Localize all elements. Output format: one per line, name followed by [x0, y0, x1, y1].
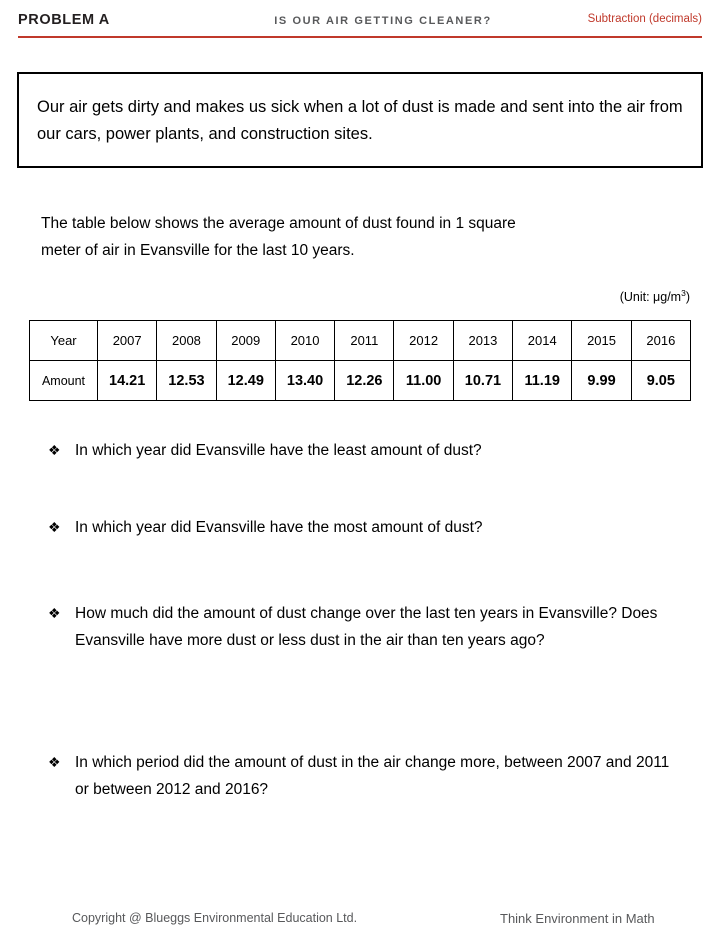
unit-note-exponent: 3 [681, 288, 686, 298]
table-cell-amount: 12.49 [216, 361, 275, 401]
topic-label: Subtraction (decimals) [587, 13, 702, 25]
header-divider [18, 36, 702, 38]
table-cell-amount: 13.40 [275, 361, 334, 401]
footer-tagline: Think Environment in Math [500, 911, 655, 926]
table-row-amounts [30, 361, 691, 401]
intro-text: Our air gets dirty and makes us sick when a lot of dust is made and sent into the air from our cars, power plants, and construction sites. [37, 98, 683, 143]
question-text: In which year did Evansville have the least amount of dust? [75, 442, 482, 459]
intro-box [17, 72, 703, 168]
table-cell-year: 2013 [453, 321, 512, 361]
table-cell-year: 2008 [157, 321, 216, 361]
diamond-bullet-icon: ❖ [48, 605, 61, 621]
lead-line-2: meter of air in Evansville for the last 10 years. [41, 242, 355, 259]
table-cell-year: 2007 [98, 321, 157, 361]
table-cell-amount: 11.19 [513, 361, 572, 401]
table-cell-amount: 14.21 [98, 361, 157, 401]
question-text: In which year did Evansville have the most amount of dust? [75, 519, 483, 536]
unit-note [620, 288, 690, 304]
unit-note-suffix: ) [685, 290, 690, 305]
table-row-years [30, 321, 691, 361]
diamond-bullet-icon: ❖ [48, 442, 61, 458]
table-cell-amount: 10.71 [453, 361, 512, 401]
table-cell-year: 2014 [513, 321, 572, 361]
question-item [48, 749, 673, 803]
worksheet-title: IS OUR AIR GETTING CLEANER? [274, 15, 492, 27]
table-row-label-year: Year [30, 321, 98, 361]
diamond-bullet-icon: ❖ [48, 754, 61, 770]
table-cell-amount: 11.00 [394, 361, 453, 401]
question-text: How much did the amount of dust change over the last ten years in Evansville? Does Evansville have more dust or less dust in the air than ten years ago? [75, 605, 658, 649]
table-cell-year: 2012 [394, 321, 453, 361]
table-cell-year: 2015 [572, 321, 631, 361]
table-cell-amount: 9.99 [572, 361, 631, 401]
question-text: In which period did the amount of dust in the air change more, between 2007 and 2011 or between 2012 and 2016? [75, 754, 670, 798]
question-item [48, 600, 673, 654]
page-header [18, 10, 702, 40]
lead-paragraph [41, 210, 681, 264]
question-item [48, 437, 673, 464]
problem-label: PROBLEM A [18, 12, 110, 28]
table-cell-year: 2010 [275, 321, 334, 361]
question-item [48, 514, 673, 541]
table-cell-year: 2016 [631, 321, 690, 361]
unit-note-prefix: (Unit: μg/m [619, 290, 682, 305]
footer-copyright: Copyright @ Blueggs Environmental Education Ltd. [72, 911, 358, 925]
dust-data-table [29, 320, 691, 401]
lead-line-1: The table below shows the average amount of dust found in 1 square [41, 215, 516, 232]
table-cell-year: 2011 [335, 321, 394, 361]
table-cell-year: 2009 [216, 321, 275, 361]
table-cell-amount: 12.53 [157, 361, 216, 401]
table-cell-amount: 12.26 [335, 361, 394, 401]
table-cell-amount: 9.05 [631, 361, 690, 401]
diamond-bullet-icon: ❖ [48, 519, 61, 535]
table-row-label-amount: Amount [30, 361, 98, 401]
